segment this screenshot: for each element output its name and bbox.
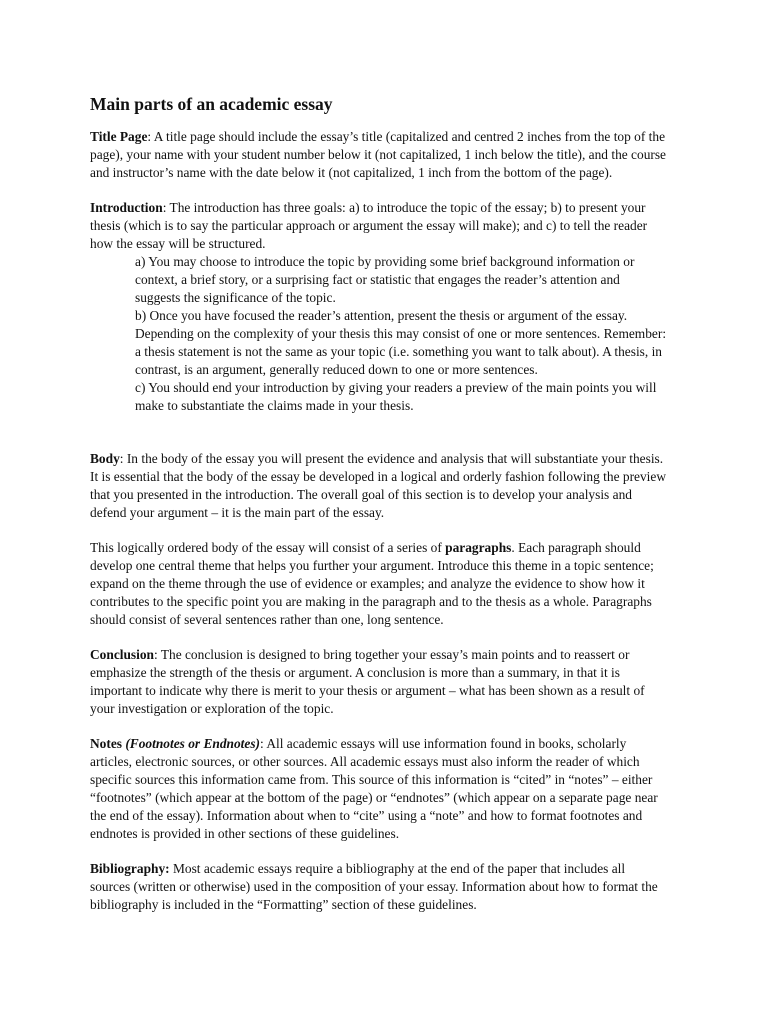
body-heading: Body (90, 451, 120, 466)
introduction-point-b: b) Once you have focused the reader’s attention, present the thesis or argument of the essay. Depending on the complexity of your thesis this may consist of one or more sentences. Remember: a thesis statement is not the same as your topic (i.e. something you want to talk about). A thesis, in contrast, is an argument, generally reduced down to one or more sentences. (135, 308, 667, 377)
introduction-section (90, 199, 668, 253)
paragraphs-text-after: . Each paragraph should develop one central theme that helps you further your argument. Introduce this theme in a topic sentence; expand on the theme through the use of evidence or examples; and analyze the evidence to show how it contributes to the specific point you are making in the paragraph and to the thesis as a whole. Paragraphs should consist of several sentences rather than one, long sentence. (90, 540, 654, 627)
conclusion-section (90, 646, 668, 718)
notes-heading: Notes (90, 736, 126, 751)
introduction-point-c: c) You should end your introduction by giving your readers a preview of the main points you will make to substantiate the claims made in your thesis. (135, 380, 657, 413)
title-page-text: : A title page should include the essay’s title (capitalized and centred 2 inches from the top of the page), your name with your student number below it (not capitalized, 1 inch below the title), and the course and instructor’s name with the date below it (not capitalized, 1 inch from the bottom of the page). (90, 129, 666, 180)
conclusion-text: : The conclusion is designed to bring together your essay’s main points and to reassert or emphasize the strength of the thesis or argument. A conclusion is more than a summary, in that it is important to indicate why there is merit to your thesis or argument – what has been shown as a result of your investigation or exploration of the topic. (90, 647, 645, 716)
title-page-section (90, 128, 668, 182)
bibliography-heading: Bibliography: (90, 861, 170, 876)
body-text: : In the body of the essay you will present the evidence and analysis that will substantiate your thesis. It is essential that the body of the essay be developed in a logical and orderly fashion following the preview that you presented in the introduction. The overall goal of this section is to develop your analysis and defend your argument – it is the main part of the essay. (90, 451, 667, 520)
notes-heading-italic: (Footnotes or Endnotes) (125, 736, 260, 751)
introduction-text: : The introduction has three goals: a) to introduce the topic of the essay; b) to present your thesis (which is to say the particular approach or argument the essay will make); and c) to tell the reader how the essay will be structured. (90, 200, 648, 251)
bibliography-text: Most academic essays require a bibliography at the end of the paper that includes all sources (written or otherwise) used in the composition of your essay. Information about how to format the bibliography is included in the “Formatting” section of these guidelines. (90, 861, 658, 912)
body-section (90, 450, 668, 522)
paragraphs-text-before: This logically ordered body of the essay will consist of a series of (90, 540, 446, 555)
bibliography-section (90, 860, 668, 914)
paragraphs-bold-term: paragraphs (445, 540, 512, 555)
section-spacer (90, 415, 668, 450)
introduction-heading: Introduction (90, 200, 163, 215)
notes-section (90, 735, 668, 843)
conclusion-heading: Conclusion (90, 647, 154, 662)
page-title: Main parts of an academic essay (90, 94, 333, 114)
title-page-heading: Title Page (90, 129, 148, 144)
introduction-point-a: a) You may choose to introduce the topic by providing some brief background information or context, a brief story, or a surprising fact or statistic that engages the reader’s attention and suggests the significance of the topic. (135, 254, 635, 305)
notes-text: : All academic essays will use information found in books, scholarly articles, electronic sources, or other sources. All academic essays must also inform the reader of which specific sources this information came from. This source of this information is “cited” in “notes” – either “footnotes” (which appear at the bottom of the page) or “endnotes” (which appear on a separate page near the end of the essay). Information about when to “cite” using a “note” and how to format footnotes and endnotes is provided in other sections of these guidelines. (90, 736, 658, 841)
paragraphs-section (90, 539, 668, 629)
